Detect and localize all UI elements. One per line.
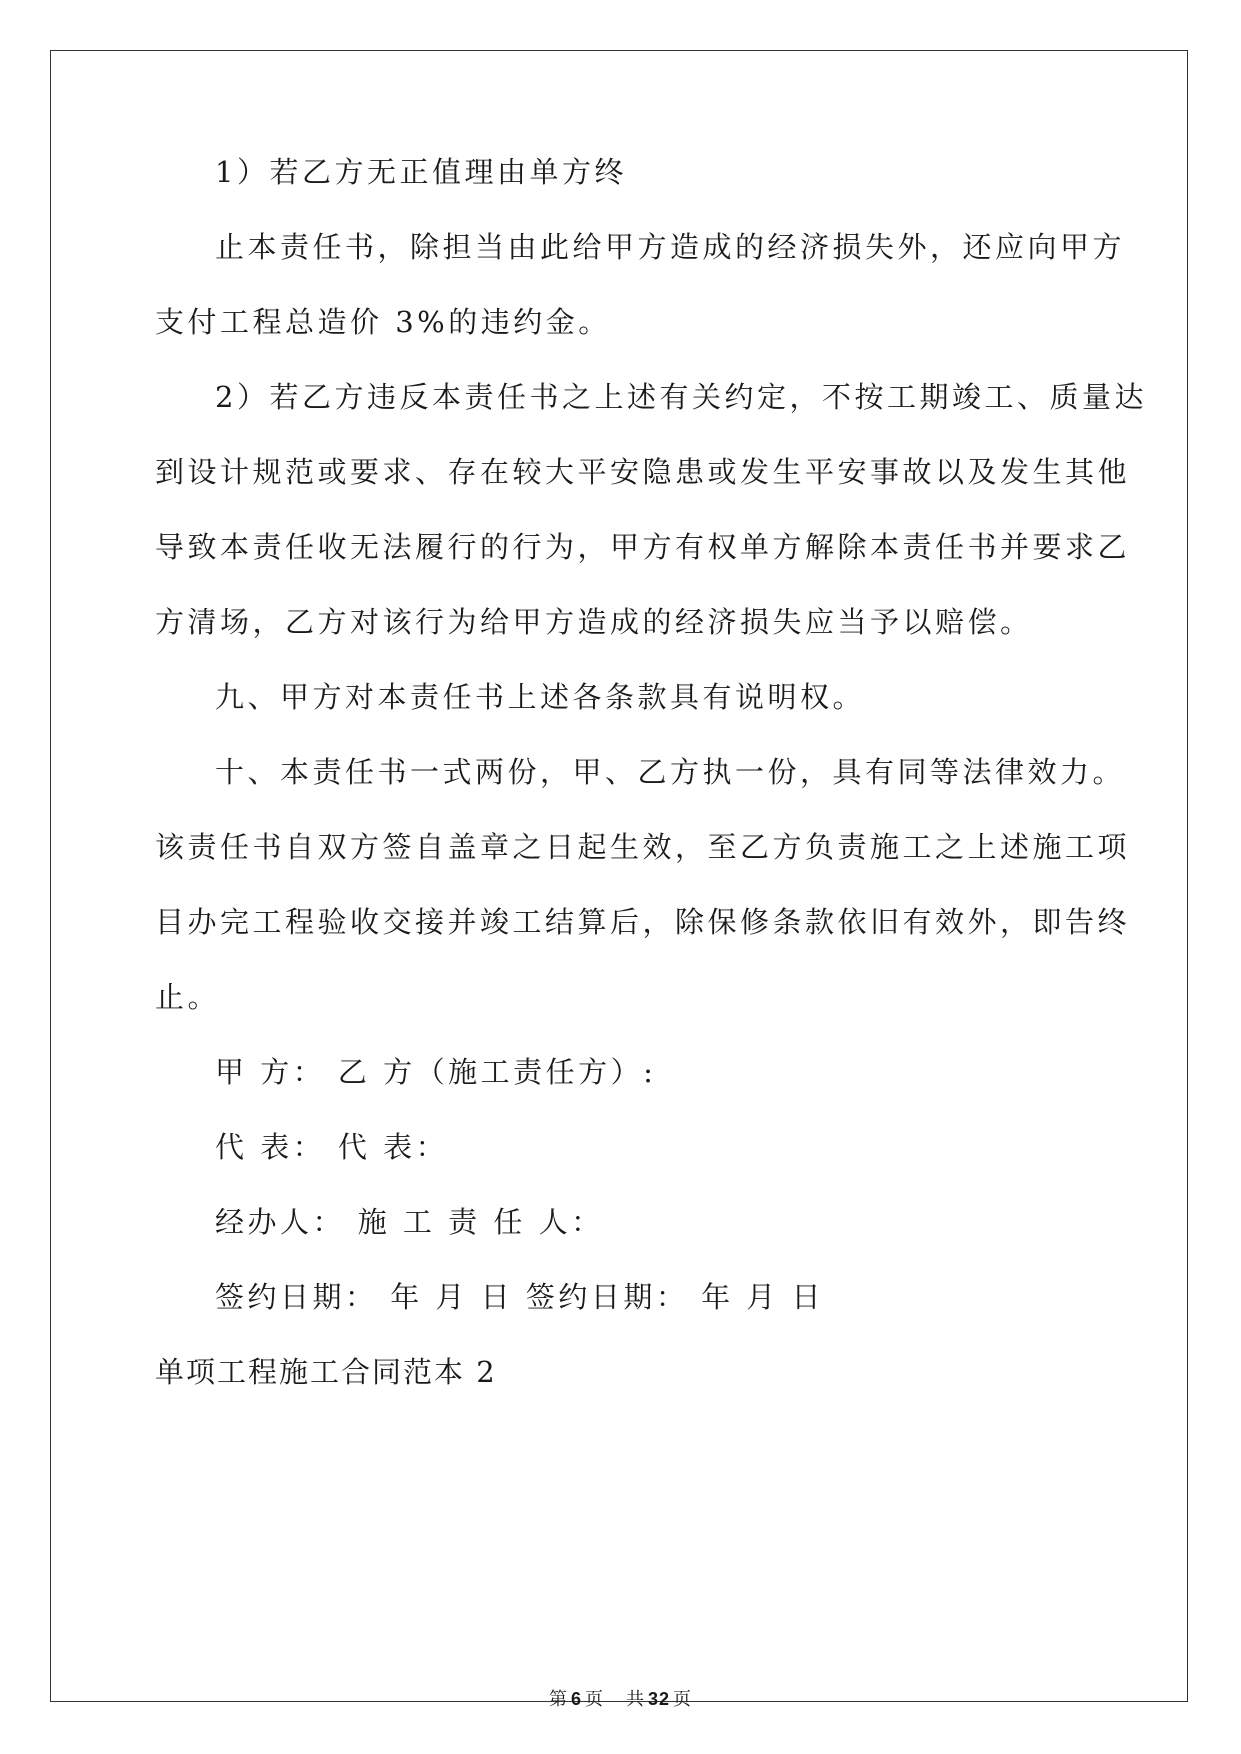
page-number: 6	[570, 1689, 582, 1709]
section-heading: 单项工程施工合同范本 2	[155, 1355, 497, 1389]
paragraph-line: 该责任书自双方签自盖章之日起生效，至乙方负责施工之上述施工项	[155, 830, 1131, 864]
page-footer	[0, 1688, 1241, 1711]
paragraph-line: 1）若乙方无正值理由单方终	[215, 155, 627, 189]
page-suffix: 页	[584, 1689, 604, 1710]
paragraph-line: 目办完工程验收交接并竣工结算后，除保修条款依旧有效外，即告终	[155, 905, 1131, 939]
paragraph-line: 方清场，乙方对该行为给甲方造成的经济损失应当予以赔偿。	[155, 605, 1033, 639]
paragraph-line: 导致本责任收无法履行的行为，甲方有权单方解除本责任书并要求乙	[155, 530, 1131, 564]
total-suffix: 页	[673, 1689, 693, 1710]
paragraph-line: 九、甲方对本责任书上述各条款具有说明权。	[215, 680, 866, 714]
paragraph-line: 2）若乙方违反本责任书之上述有关约定，不按工期竣工、质量达	[215, 380, 1147, 414]
paragraph-line: 十、本责任书一式两份，甲、乙方执一份，具有同等法律效力。	[215, 755, 1126, 789]
page-prefix: 第	[548, 1689, 568, 1710]
signature-line-handler: 经办人： 施 工 责 任 人：	[215, 1205, 604, 1239]
paragraph-line: 止本责任书，除担当由此给甲方造成的经济损失外，还应向甲方	[215, 230, 1126, 264]
page-border	[50, 50, 1188, 1702]
signature-line-date: 签约日期： 年 月 日 签约日期： 年 月 日	[215, 1280, 825, 1314]
total-prefix: 共	[625, 1689, 645, 1710]
total-pages: 32	[647, 1689, 671, 1709]
paragraph-line: 到设计规范或要求、存在较大平安隐患或发生平安事故以及发生其他	[155, 455, 1131, 489]
paragraph-line: 止。	[155, 980, 221, 1014]
signature-line-party: 甲 方： 乙 方（施工责任方）:	[215, 1055, 657, 1089]
signature-line-representative: 代 表： 代 表：	[215, 1130, 449, 1164]
paragraph-line: 支付工程总造价 3%的违约金。	[155, 305, 611, 339]
